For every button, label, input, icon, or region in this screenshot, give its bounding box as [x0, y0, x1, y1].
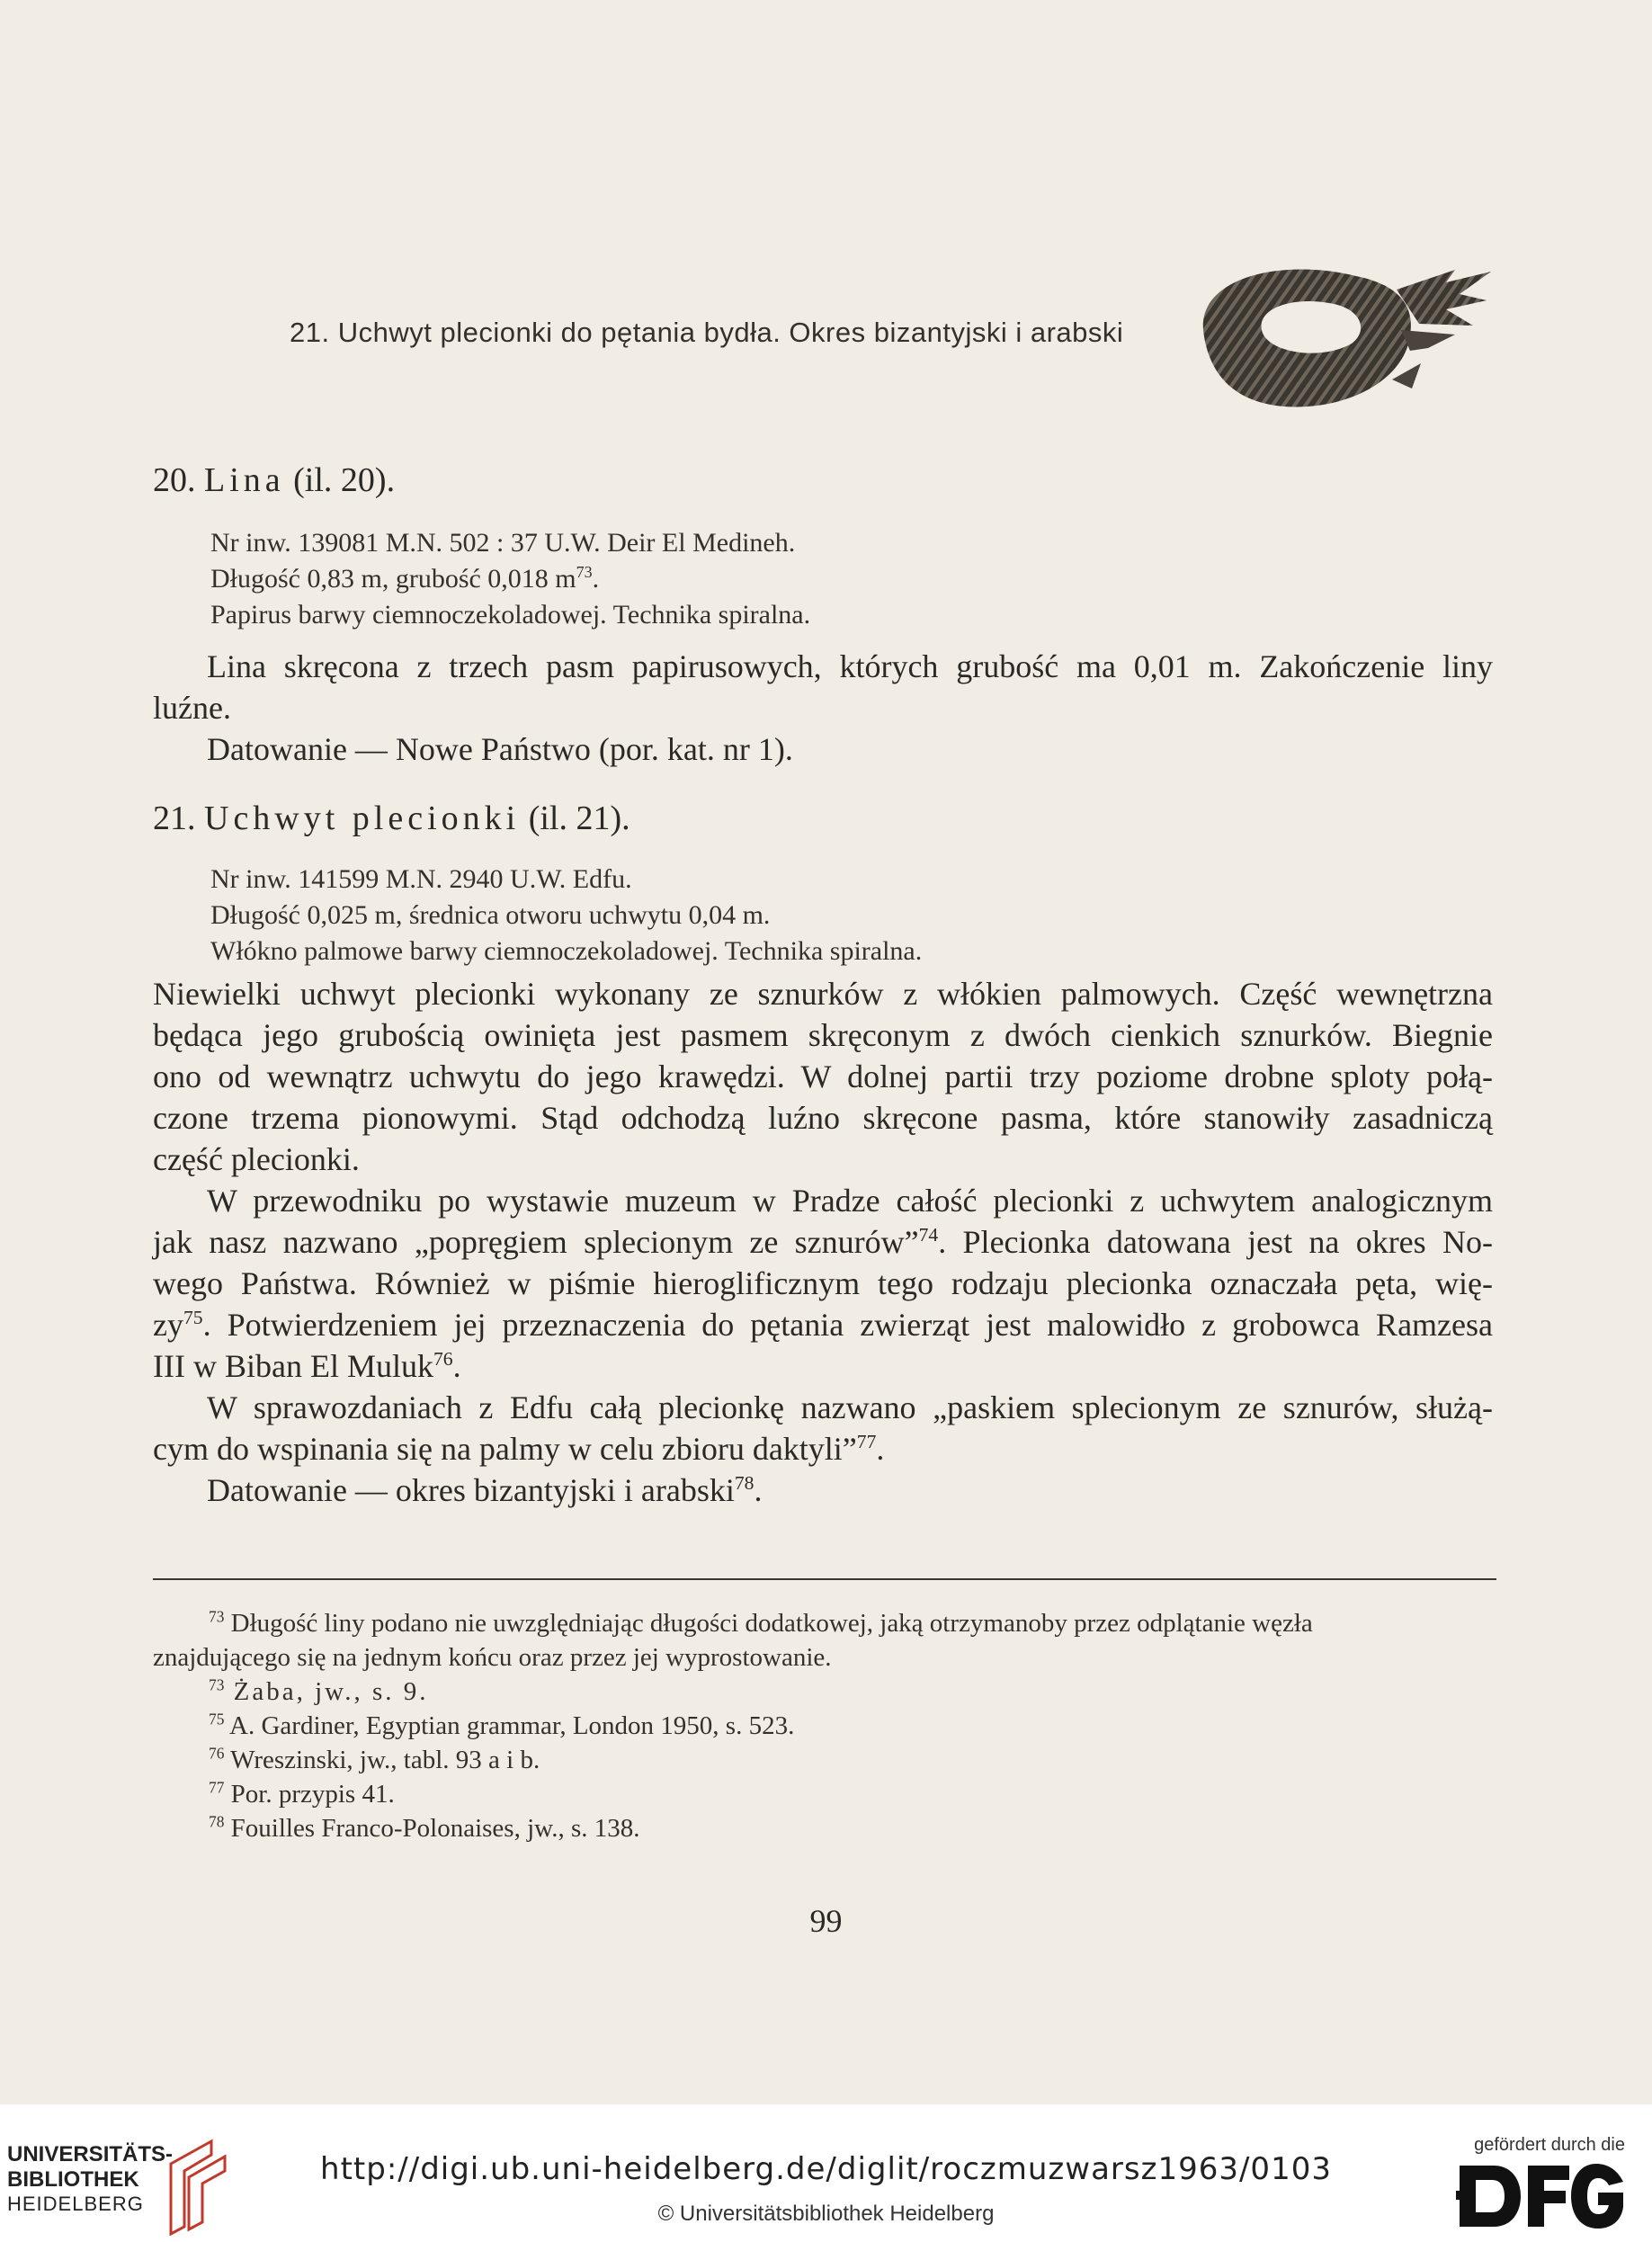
footnote-divider: [153, 1578, 1496, 1580]
text-line: Lina skręcona z trzech pasm papirusowych, których grubość ma 0,01 m. Zakończenie liny: [207, 648, 1493, 684]
text-line: część plecionki.: [153, 1141, 360, 1177]
entry-20-title: Lina: [204, 461, 285, 499]
entry-20-ref: (il. 20).: [293, 461, 396, 499]
text-line: będąca jego grubością owinięta jest pasmem skręconym z dwóch cienkich sznurków. Biegnie: [153, 1017, 1493, 1053]
library-name-line1: UNIVERSITÄTS-: [7, 2142, 174, 2166]
entry-21-meta: [210, 862, 922, 969]
entry-21-inventory: Nr inw. 141599 M.N. 2940 U.W. Edfu.: [210, 864, 632, 894]
entry-20-dimensions: Długość 0,83 m, grubość 0,018 $m^{73}$.: [210, 563, 600, 594]
text-line: W sprawozdaniach z Edfu całą plecionkę nazwano „paskiem splecionym ze sznurów, służą-: [207, 1389, 1493, 1425]
footnote-76: $^{76}$ Wreszinski, jw., tabl. 93 a i b.: [209, 1744, 540, 1774]
library-name-line2: BIBLIOTHEK: [7, 2167, 139, 2192]
figure-caption: 21. Uchwyt plecionki do pętania bydła. Okres bizantyjski i arabski: [290, 317, 1124, 348]
entry-21-number: 21.: [153, 799, 196, 837]
text-line: wego Państwa. Również w piśmie hieroglificznym tego rodzaju plecionka oznaczała pęta, wię-: [153, 1265, 1493, 1301]
text-line: III w Biban El Muluk$^{76}$.: [153, 1348, 461, 1384]
entry-21-dimensions: Długość 0,025 m, średnica otworu uchwytu 0,04 m.: [210, 900, 771, 930]
dfg-logo-icon: [1456, 2155, 1627, 2232]
library-name-line3: HEIDELBERG: [7, 2193, 144, 2215]
footnote-73-cont: znajdującego się na jednym końcu oraz przez jej wyprostowanie.: [153, 1643, 832, 1672]
entry-20-meta: [210, 525, 810, 633]
funding-label: gefördert durch die: [1474, 2135, 1625, 2155]
entry-20-inventory: Nr inw. 139081 M.N. 502 : 37 U.W. Deir El Medineh.: [210, 528, 796, 558]
footnote-78: $^{78}$ Fouilles Franco-Polonaises, jw., s. 138.: [209, 1812, 640, 1843]
text-line: luźne.: [153, 690, 231, 726]
entry-20-description: [153, 646, 1493, 770]
footnotes: [153, 1606, 1313, 1845]
entry-21-material: Włókno palmowe barwy ciemnoczekoladowej. Technika spiralna.: [210, 936, 923, 966]
footnote-75: $^{75}$ A. Gardiner, Egyptian grammar, London 1950, s. 523.: [209, 1710, 795, 1740]
entry-21-title: Uchwyt plecionki: [204, 799, 521, 837]
entry-20-heading: [153, 460, 395, 500]
permalink-url[interactable]: http://digi.ub.uni-heidelberg.de/diglit/roczmuzwarsz1963/0103: [320, 2151, 1332, 2187]
text-line: jak nasz nazwano „popręgiem splecionym ze sznurów”$^{74}$. Plecionka datowana jest na okres No-: [153, 1224, 1493, 1260]
text-line: cym do wspinania się na palmy w celu zbioru daktyli”$^{77}$.: [153, 1431, 885, 1467]
entry-20-material: Papirus barwy ciemnoczekoladowej. Technika spiralna.: [210, 600, 811, 630]
text-line: czone trzema pionowymi. Stąd odchodzą luźno skręcone pasma, które stanowiły zasadniczą: [153, 1100, 1493, 1136]
text-line: ono od wewnątrz uchwytu do jego krawędzi. W dolnej partii trzy poziome drobne sploty połą-: [153, 1058, 1493, 1094]
page-number: 99: [809, 1903, 843, 1939]
text-line: W przewodniku po wystawie muzeum w Pradze całość plecionki z uchwytem analogicznym: [207, 1183, 1493, 1219]
footer-bar: [0, 2104, 1652, 2242]
entry-20-number: 20.: [153, 461, 196, 499]
text-line: $zy^{75}$. Potwierdzeniem jej przeznaczenia do pętania zwierząt jest malowidło z grobowca Ramzesa: [153, 1307, 1493, 1343]
footnote-73: $^{73}$ Długość liny podano nie uwzględniając długości dodatkowej, jaką otrzymanoby przez odplątanie węzła: [209, 1607, 1313, 1638]
entry-21-ref: (il. 21).: [528, 799, 630, 837]
entry-21-heading: [153, 799, 630, 838]
text-line: Niewielki uchwyt plecionki wykonany ze sznurków z włókien palmowych. Część wewnętrzna: [153, 976, 1493, 1012]
rope-handle-illustration: [1185, 245, 1496, 424]
footnote-73b: $^{73}$ Żaba, jw., s. 9.: [209, 1675, 429, 1706]
text-line: Datowanie — Nowe Państwo (por. kat. nr 1).: [207, 731, 793, 767]
footnote-77: $^{77}$ Por. przypis 41.: [209, 1778, 395, 1809]
entry-21-description: [153, 973, 1493, 1511]
text-line: Datowanie — okres bizantyjski i arabski$^{78}$.: [207, 1472, 763, 1508]
copyright-notice: © Universitätsbibliothek Heidelberg: [657, 2202, 995, 2226]
